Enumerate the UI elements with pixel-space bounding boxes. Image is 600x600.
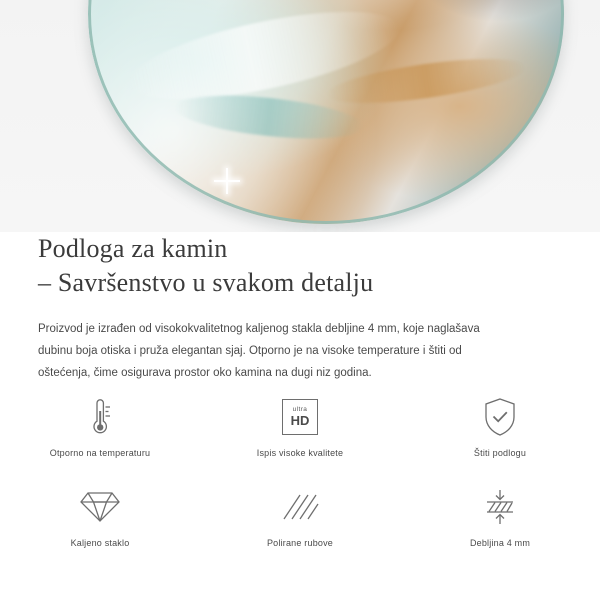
- hero-image: [0, 0, 600, 232]
- feature-item-temperature: [0, 392, 200, 482]
- feature-label: Ispis visoke kvalitete: [256, 448, 344, 458]
- text-section: [0, 232, 600, 384]
- feature-label: Debljina 4 mm: [469, 538, 531, 548]
- thermometer-icon: [85, 396, 115, 438]
- diamond-icon: [79, 486, 121, 528]
- feature-item-protection: [400, 392, 600, 482]
- feature-item-polished-edges: [200, 482, 400, 572]
- feature-label: Kaljeno staklo: [70, 538, 130, 548]
- feature-list: [0, 392, 600, 572]
- feature-item-thickness: [400, 482, 600, 572]
- description-paragraph: Proizvod je izrađen od visokokvalitetnog kaljenog stakla debljine 4 mm, koje naglašava dubinu boja otiska i pruža elegantan sjaj. Otporno je na visoke temperature i štiti od oštećenja, čime osigurava prostor oko kamina na dugi niz godina.: [38, 323, 480, 379]
- feature-label: Štiti podlogu: [473, 448, 527, 458]
- page-title: [0, 232, 600, 300]
- headline-line-1: Podloga za kamin: [38, 234, 228, 263]
- feature-item-print-quality: [200, 392, 400, 482]
- ultra-hd-icon: [282, 396, 318, 438]
- polished-edges-icon: [280, 486, 320, 528]
- ultra-hd-main-label: HD: [290, 413, 310, 429]
- feature-label: Polirane rubove: [266, 538, 334, 548]
- feature-label: Otporno na temperaturu: [49, 448, 151, 458]
- ultra-hd-top-label: ultra: [292, 405, 308, 413]
- thickness-arrows-icon: [480, 486, 520, 528]
- shield-check-icon: [482, 396, 518, 438]
- feature-item-tempered-glass: [0, 482, 200, 572]
- headline-line-2: – Savršenstvo u svakom detalju: [38, 268, 374, 297]
